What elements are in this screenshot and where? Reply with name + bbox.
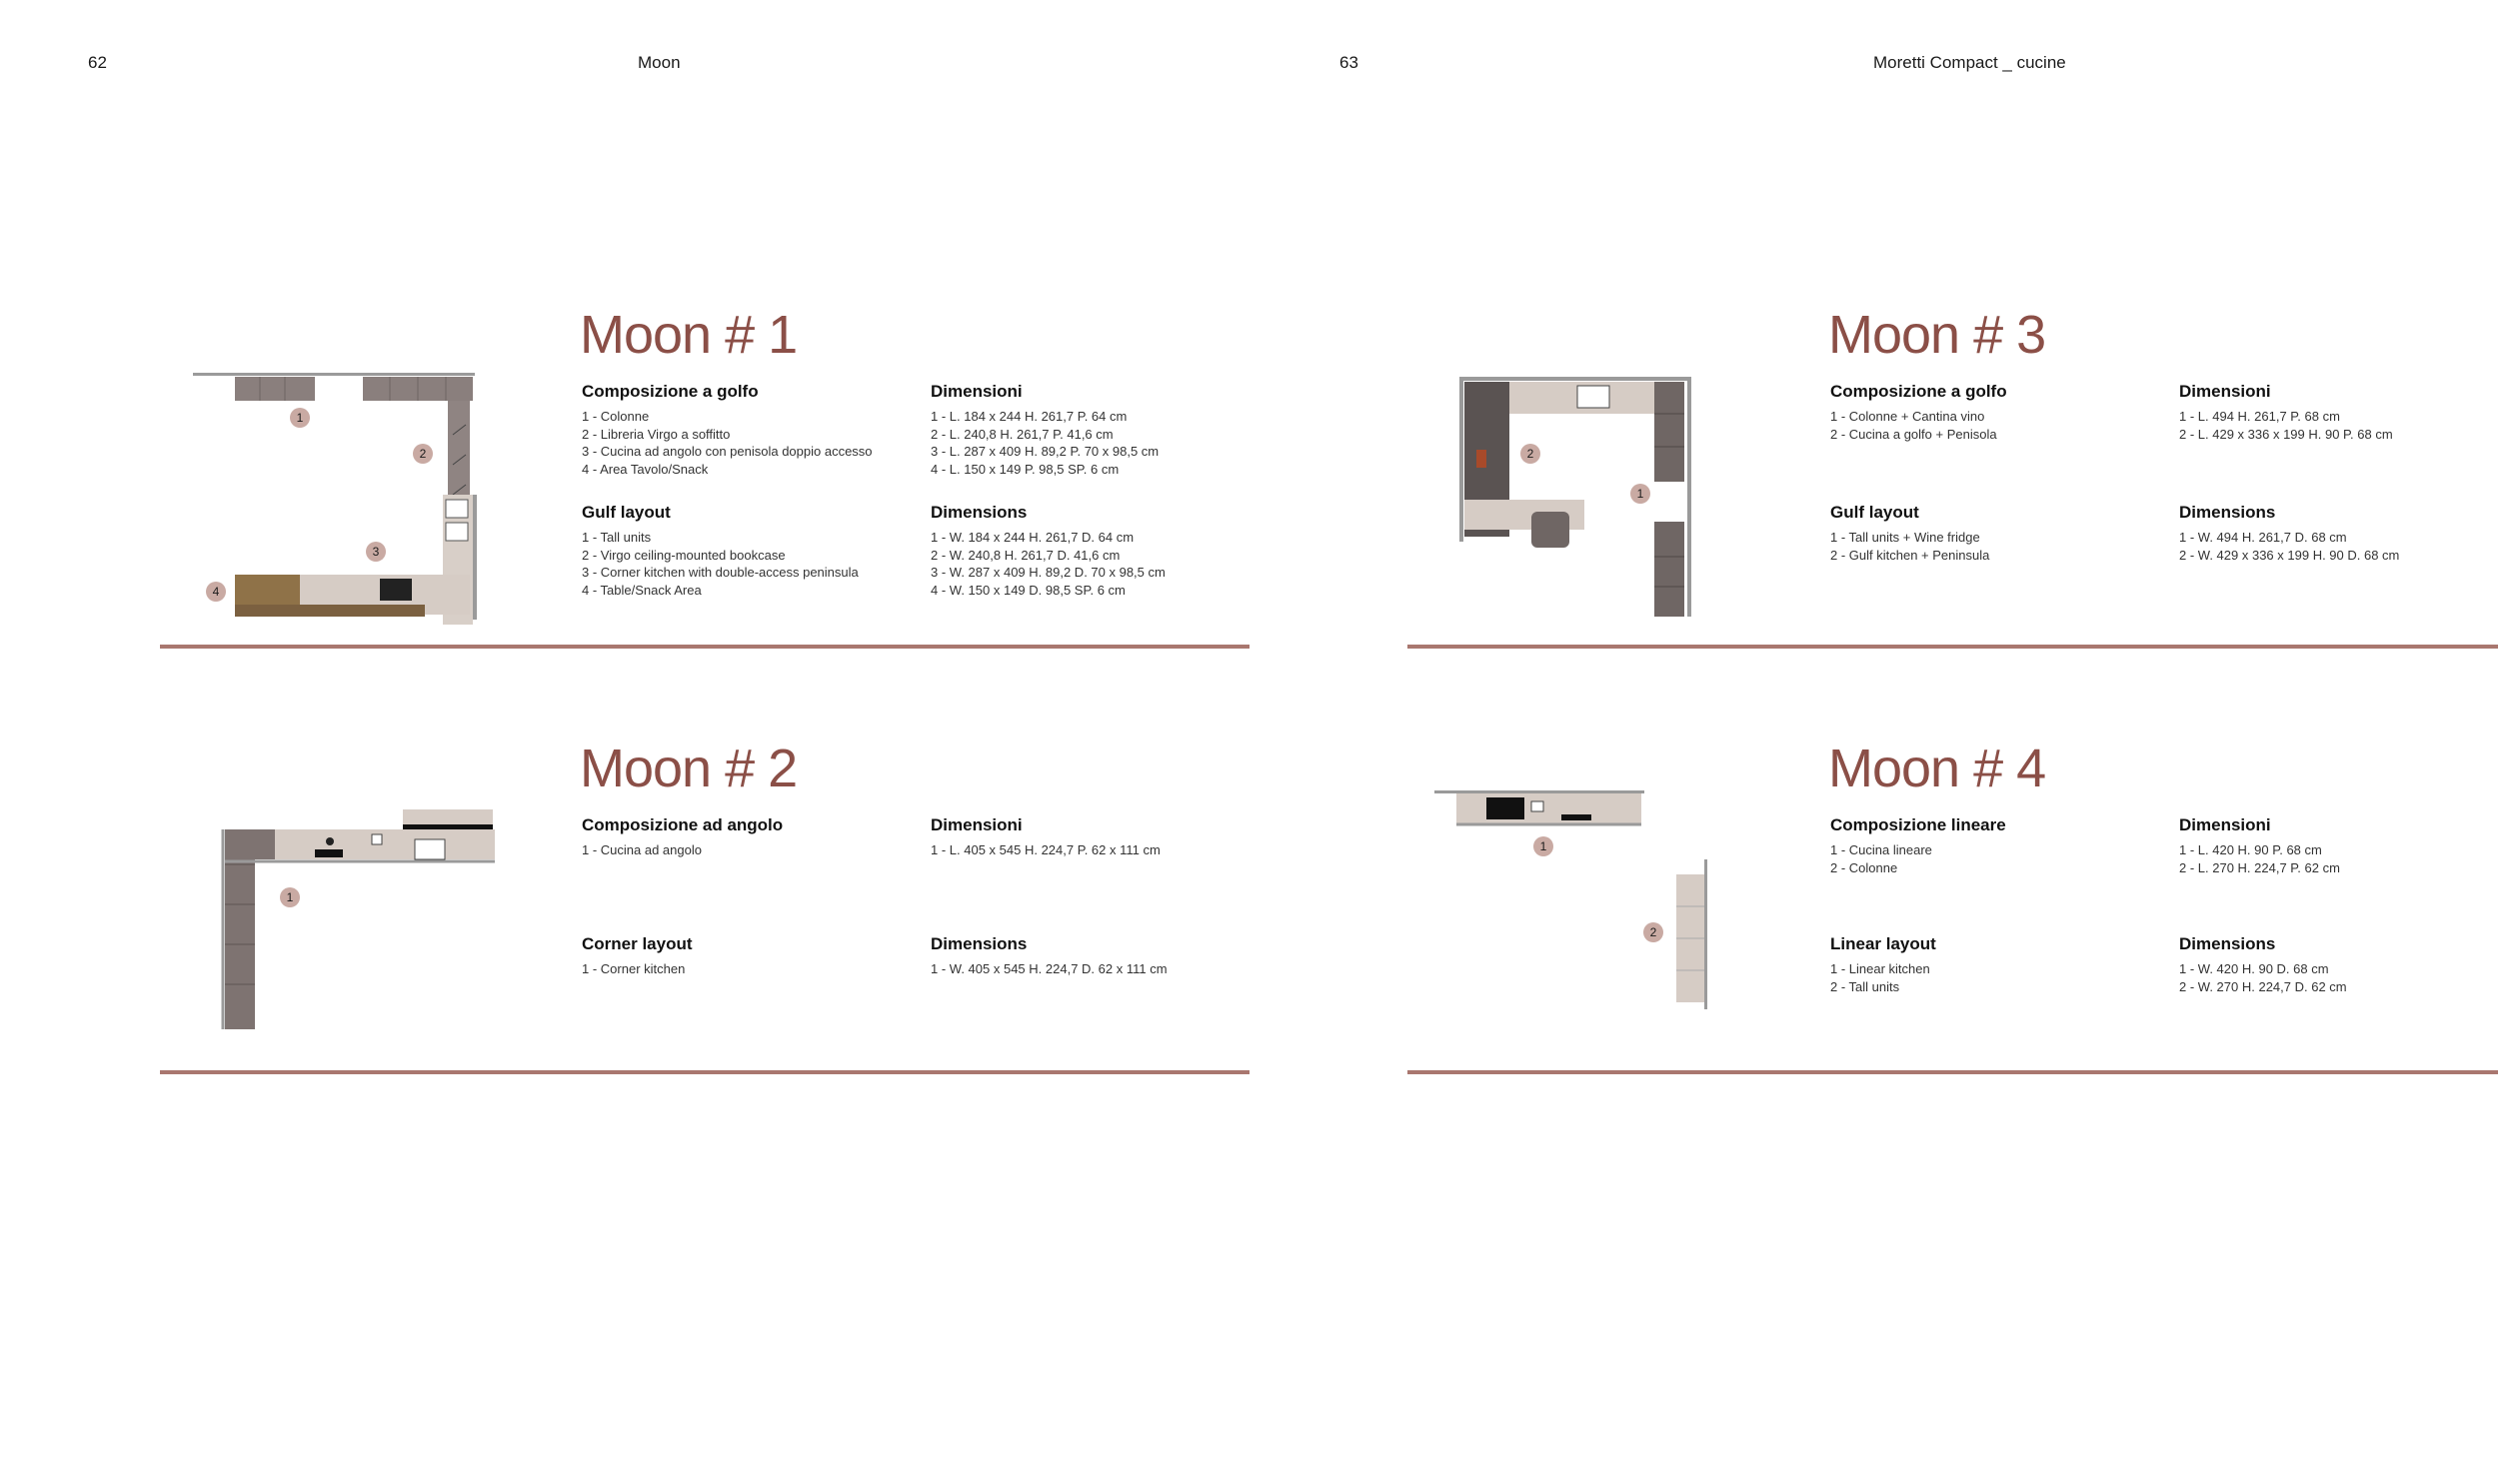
moon-1-en-heading: Gulf layout (582, 503, 671, 522)
list-item: 3 - L. 287 x 409 H. 89,2 P. 70 x 98,5 cm (931, 444, 1160, 459)
moon-3-en-heading: Gulf layout (1830, 503, 1919, 522)
moon-3-en-dims (2179, 529, 2399, 564)
list-item: 2 - Libreria Virgo a soffitto (582, 426, 731, 442)
moon-2-it-dims (931, 841, 1161, 859)
list-item: 2 - L. 240,8 H. 261,7 P. 41,6 cm (931, 426, 1114, 442)
moon-3-title: Moon # 3 (1828, 305, 2046, 365)
list-item: 1 - Corner kitchen (582, 961, 686, 976)
list-item: 1 - Colonne (582, 409, 650, 424)
list-item: 2 - Gulf kitchen + Peninsula (1830, 547, 1990, 563)
moon-3-badge-2: 2 (1520, 444, 1540, 464)
list-item: 4 - W. 150 x 149 D. 98,5 SP. 6 cm (931, 582, 1126, 598)
moon-1-it-heading: Composizione a golfo (582, 382, 759, 401)
list-item: 1 - W. 420 H. 90 D. 68 cm (2179, 961, 2329, 976)
moon-4-en-heading: Linear layout (1830, 934, 1936, 953)
moon-3-it-dims (2179, 408, 2393, 443)
moon-2-en-heading: Corner layout (582, 934, 693, 953)
list-item: 1 - W. 405 x 545 H. 224,7 D. 62 x 111 cm (931, 961, 1168, 976)
moon-1-it-dim-heading: Dimensioni (931, 382, 1023, 401)
list-item: 2 - W. 429 x 336 x 199 H. 90 D. 68 cm (2179, 547, 2400, 563)
list-item: 1 - Colonne + Cantina vino (1830, 409, 1985, 424)
list-item: 4 - Table/Snack Area (582, 582, 702, 598)
list-item: 2 - Cucina a golfo + Penisola (1830, 426, 1997, 442)
list-item: 1 - Linear kitchen (1830, 961, 1930, 976)
list-item: 1 - Cucina lineare (1830, 842, 1932, 857)
list-item: 2 - L. 429 x 336 x 199 H. 90 P. 68 cm (2179, 426, 2393, 442)
moon-3-it-dim-heading: Dimensioni (2179, 382, 2271, 401)
moon-3-it-heading: Composizione a golfo (1830, 382, 2007, 401)
list-item: 3 - Cucina ad angolo con penisola doppio accesso (582, 444, 873, 459)
moon-2-en-dim-heading: Dimensions (931, 934, 1028, 953)
list-item: 1 - W. 184 x 244 H. 261,7 D. 64 cm (931, 530, 1135, 545)
moon-3-en-list (1830, 529, 1989, 564)
list-item: 1 - L. 494 H. 261,7 P. 68 cm (2179, 409, 2340, 424)
moon-4-en-dims (2179, 960, 2347, 995)
list-item: 4 - L. 150 x 149 P. 98,5 SP. 6 cm (931, 461, 1120, 477)
moon-4-badge-2: 2 (1643, 922, 1663, 942)
moon-1-en-list (582, 529, 859, 599)
moon-4-divider (1407, 1070, 2498, 1074)
moon-4-title: Moon # 4 (1828, 739, 2046, 798)
list-item: 1 - W. 494 H. 261,7 D. 68 cm (2179, 530, 2347, 545)
moon-4-en-dim-heading: Dimensions (2179, 934, 2276, 953)
page-title-right: Moretti Compact _ cucine (1873, 53, 2066, 72)
list-item: 1 - L. 420 H. 90 P. 68 cm (2179, 842, 2322, 857)
list-item: 2 - Colonne (1830, 859, 1898, 875)
moon-2-title: Moon # 2 (580, 739, 798, 798)
list-item: 1 - L. 405 x 545 H. 224,7 P. 62 x 111 cm (931, 842, 1161, 857)
list-item: 1 - Cucina ad angolo (582, 842, 702, 857)
moon-1-en-dim-heading: Dimensions (931, 503, 1028, 522)
moon-1-badge-3: 3 (366, 542, 386, 562)
moon-4-badge-1: 1 (1533, 836, 1553, 856)
moon-4-it-list (1830, 841, 1932, 876)
moon-1-badge-4: 4 (206, 582, 226, 602)
moon-4-floor-plan (1431, 784, 1716, 1014)
list-item: 2 - W. 270 H. 224,7 D. 62 cm (2179, 978, 2347, 994)
moon-1-en-dims (931, 529, 1166, 599)
moon-3-floor-plan (1454, 372, 1694, 622)
list-item: 2 - L. 270 H. 224,7 P. 62 cm (2179, 859, 2340, 875)
moon-1-badge-2: 2 (413, 444, 433, 464)
list-item: 1 - Tall units + Wine fridge (1830, 530, 1980, 545)
moon-2-divider (160, 1070, 1249, 1074)
moon-2-en-list (582, 960, 685, 978)
list-item: 2 - Virgo ceiling-mounted bookcase (582, 547, 786, 563)
list-item: 4 - Area Tavolo/Snack (582, 461, 709, 477)
page-title-left: Moon (638, 53, 681, 72)
moon-1-divider (160, 645, 1249, 649)
moon-1-floor-plan (190, 365, 480, 625)
moon-1-title: Moon # 1 (580, 305, 798, 365)
moon-2-en-dims (931, 960, 1168, 978)
moon-3-en-dim-heading: Dimensions (2179, 503, 2276, 522)
moon-2-it-list (582, 841, 702, 859)
moon-4-it-dims (2179, 841, 2340, 876)
moon-2-it-dim-heading: Dimensioni (931, 815, 1023, 834)
moon-2-it-heading: Composizione ad angolo (582, 815, 784, 834)
moon-2-badge-1: 1 (280, 887, 300, 907)
moon-1-badge-1: 1 (290, 408, 310, 428)
moon-4-en-list (1830, 960, 1930, 995)
list-item: 1 - Tall units (582, 530, 652, 545)
list-item: 1 - L. 184 x 244 H. 261,7 P. 64 cm (931, 409, 1128, 424)
page-number-right: 63 (1339, 53, 1358, 72)
moon-3-badge-1: 1 (1630, 484, 1650, 504)
list-item: 2 - W. 240,8 H. 261,7 D. 41,6 cm (931, 547, 1121, 563)
moon-3-divider (1407, 645, 2498, 649)
list-item: 3 - W. 287 x 409 H. 89,2 D. 70 x 98,5 cm (931, 565, 1166, 580)
moon-4-it-heading: Composizione lineare (1830, 815, 2006, 834)
moon-1-it-list (582, 408, 873, 478)
moon-3-it-list (1830, 408, 1997, 443)
list-item: 3 - Corner kitchen with double-access peninsula (582, 565, 859, 580)
moon-2-floor-plan (220, 804, 500, 1034)
moon-4-it-dim-heading: Dimensioni (2179, 815, 2271, 834)
list-item: 2 - Tall units (1830, 978, 1900, 994)
moon-1-it-dims (931, 408, 1159, 478)
page-number-left: 62 (88, 53, 107, 72)
